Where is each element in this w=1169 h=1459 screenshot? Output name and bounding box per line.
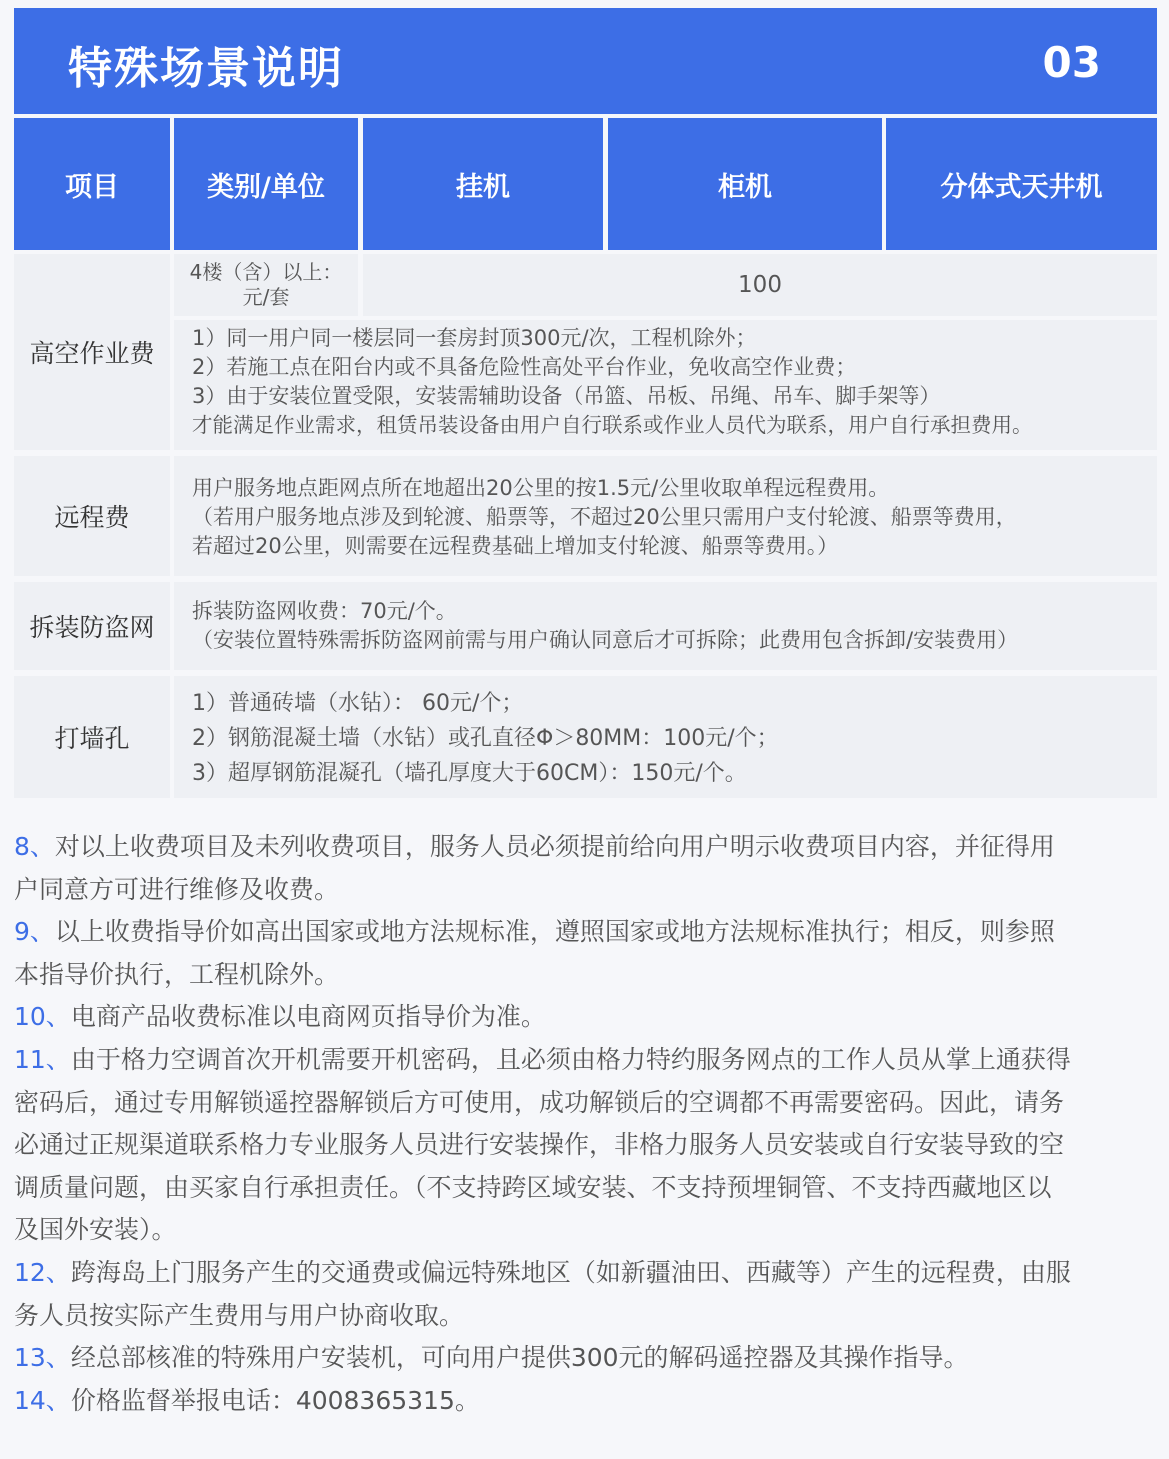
note-text: 本指导价执行，工程机除外。 (14, 959, 340, 989)
note-item (14, 1039, 1154, 1252)
high-altitude-category (174, 254, 358, 316)
note-number: 12、 (14, 1257, 71, 1287)
note-text: 调质量问题，由买家自行承担责任。（不支持跨区域安装、不支持预埋铜管、不支持西藏地区以 (14, 1172, 1052, 1202)
row-label-high-altitude: 高空作业费 (14, 254, 170, 450)
remote-line: 若超过20公里，则需要在远程费基础上增加支付轮渡、船票等费用。） (192, 534, 839, 558)
note-text: 及国外安装）。 (14, 1215, 177, 1245)
high-altitude-note: 3）由于安装位置受限，安装需辅助设备（吊篮、吊板、吊绳、吊车、脚手架等） (192, 384, 941, 408)
remote-line: （若用户服务地点涉及到轮渡、船票等，不超过20公里只需用户支付轮渡、船票等费用， (192, 505, 1017, 529)
high-altitude-price: 100 (363, 254, 1157, 316)
note-text: 户同意方可进行维修及收费。 (14, 874, 340, 904)
page-number: 03 (1042, 38, 1101, 87)
note-item (14, 996, 1154, 1039)
high-altitude-notes (174, 320, 1157, 450)
note-number: 13、 (14, 1343, 71, 1373)
header-cabinet: 柜机 (608, 118, 882, 250)
note-text: 以上收费指导价如高出国家或地方法规标准，遵照国家或地方法规标准执行；相反，则参照 (54, 917, 1055, 947)
header-item: 项目 (14, 118, 170, 250)
table-row-wall-hole (14, 676, 1157, 798)
note-item (14, 1252, 1154, 1337)
note-text: 由于格力空调首次开机需要开机密码，且必须由格力特约服务网点的工作人员从掌上通获得 (70, 1044, 1071, 1074)
note-text: 价格监督举报电话：4008365315。 (70, 1385, 480, 1415)
note-text: 跨海岛上门服务产生的交通费或偏远特殊地区（如新疆油田、西藏等）产生的远程费，由服 (70, 1257, 1071, 1287)
table-row-remote (14, 456, 1157, 576)
high-altitude-category-line2: 元/套 (242, 285, 290, 309)
notes-list (14, 826, 1154, 1422)
note-number: 10、 (14, 1002, 71, 1032)
anti-theft-description (174, 582, 1157, 670)
note-number: 9、 (14, 917, 55, 947)
note-text: 密码后，通过专用解锁遥控器解锁后方可使用，成功解锁后的空调都不再需要密码。因此，请务 (14, 1087, 1065, 1117)
row-label-remote: 远程费 (14, 456, 170, 576)
remote-line: 用户服务地点距网点所在地超出20公里的按1.5元/公里收取单程远程费用。 (192, 476, 890, 500)
note-number: 14、 (14, 1385, 71, 1415)
anti-theft-line: 拆装防盗网收费：70元/个。 (192, 599, 457, 623)
high-altitude-note: 2）若施工点在阳台内或不具备危险性高处平台作业，免收高空作业费； (192, 355, 857, 379)
note-text: 经总部核准的特殊用户安装机，可向用户提供300元的解码遥控器及其操作指导。 (70, 1343, 969, 1373)
header-category: 类别/单位 (174, 118, 358, 250)
note-text: 对以上收费项目及未列收费项目，服务人员必须提前给向用户明示收费项目内容，并征得用 (54, 832, 1055, 861)
header-ceiling-unit: 分体式天井机 (886, 118, 1157, 250)
note-number: 8、 (14, 832, 55, 861)
wall-hole-description (174, 676, 1157, 798)
wall-hole-line: 3）超厚钢筋混凝孔（墙孔厚度大于60CM）：150元/个。 (192, 761, 747, 786)
note-text: 必通过正规渠道联系格力专业服务人员进行安装操作，非格力服务人员安装或自行安装导致的空 (14, 1130, 1065, 1160)
high-altitude-note: 1）同一用户同一楼层同一套房封顶300元/次，工程机除外； (192, 326, 757, 350)
wall-hole-line: 2）钢筋混凝土墙（水钻）或孔直径Φ＞80MM：100元/个； (192, 726, 779, 751)
row-label-wall-hole: 打墙孔 (14, 676, 170, 798)
note-item (14, 1337, 1154, 1380)
table-row-anti-theft (14, 582, 1157, 670)
note-number: 11、 (14, 1044, 71, 1074)
title-banner (14, 8, 1157, 114)
table-row-high-altitude (14, 254, 1157, 450)
note-text: 电商产品收费标准以电商网页指导价为准。 (70, 1002, 546, 1032)
note-text: 务人员按实际产生费用与用户协商收取。 (14, 1300, 465, 1330)
high-altitude-note: 才能满足作业需求，租赁吊装设备由用户自行联系或作业人员代为联系，用户自行承担费用。 (192, 413, 1033, 437)
header-wall-mounted: 挂机 (363, 118, 603, 250)
wall-hole-line: 1）普通砖墙（水钻）： 60元/个； (192, 691, 524, 716)
remote-description (174, 456, 1157, 576)
high-altitude-category-line1: 4楼（含）以上： (189, 260, 343, 284)
note-item (14, 1380, 1154, 1423)
table-header (14, 118, 1157, 250)
anti-theft-line: （安装位置特殊需拆防盗网前需与用户确认同意后才可拆除；此费用包含拆卸/安装费用） (192, 628, 1019, 652)
page-title: 特殊场景说明 (68, 43, 344, 94)
note-item (14, 911, 1154, 996)
note-item (14, 826, 1154, 911)
row-label-anti-theft: 拆装防盗网 (14, 582, 170, 670)
